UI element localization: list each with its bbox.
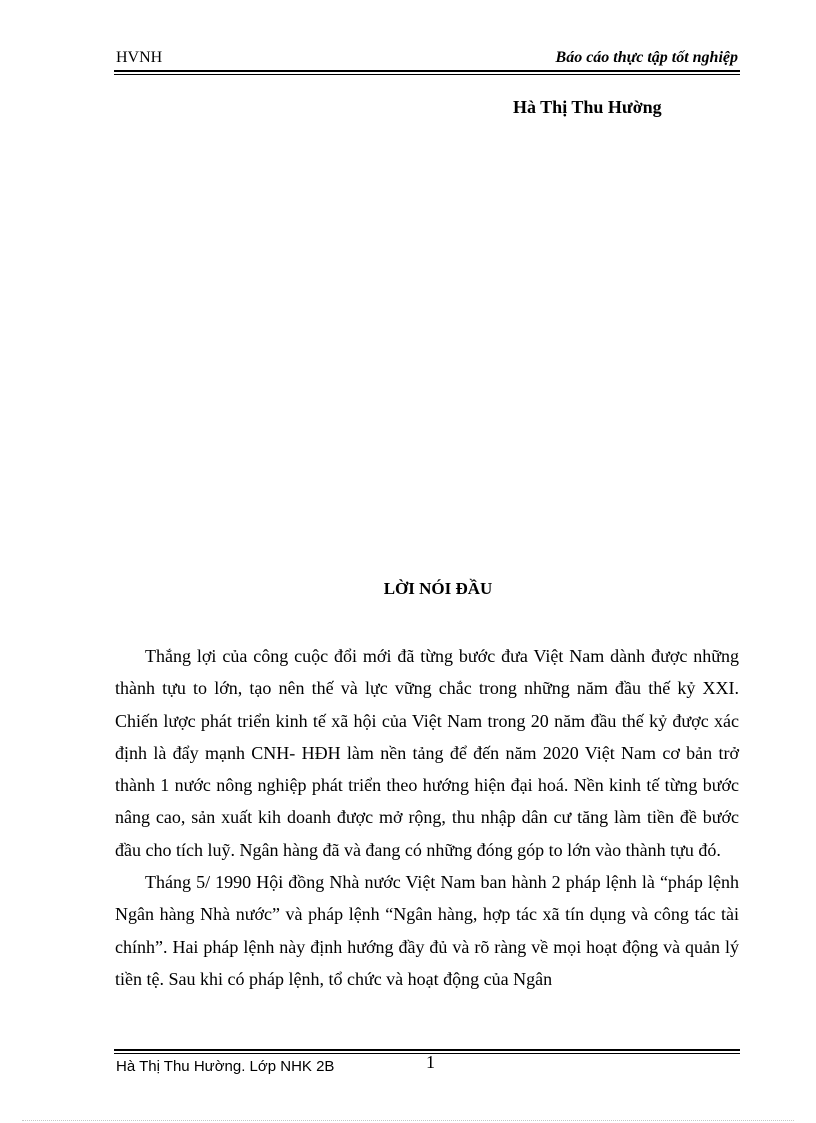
header-right-text: Báo cáo thực tập tốt nghiệp bbox=[555, 49, 738, 66]
paragraph: Thắng lợi của công cuộc đổi mới đã từng bước đưa Việt Nam dành được những thành tựu to lớn, tạo nên thế và lực vững chắc trong những năm đầu thế kỷ XXI. Chiến lược phát triển kinh tế xã hội của Việt Nam trong 20 năm đầu thế kỷ được xác định là đẩy mạnh CNH- HĐH làm nền tảng để đến năm 2020 Việt Nam cơ bản trở thành 1 nước nông nghiệp phát triển theo hướng hiện đại hoá. Nền kinh tế từng bước nâng cao, sản xuất kih doanh được mở rộng, thu nhập dân cư tăng làm tiền đề bước đầu cho tích luỹ. Ngân hàng đã và đang có những đóng góp to lớn vào thành tựu đó. bbox=[115, 646, 739, 860]
footer-left-text: Hà Thị Thu Hường. Lớp NHK 2B bbox=[116, 1058, 335, 1075]
body-text bbox=[115, 640, 739, 995]
page-bottom-dotted-line bbox=[22, 1120, 794, 1121]
author-name: Hà Thị Thu Hường bbox=[513, 97, 662, 117]
paragraph: Tháng 5/ 1990 Hội đồng Nhà nước Việt Nam ban hành 2 pháp lệnh là “pháp lệnh Ngân hàng Nhà nước” và pháp lệnh “Ngân hàng, hợp tác xã tín dụng và công tác tài chính”. Hai pháp lệnh này định hướng đầy đủ và rõ ràng về mọi hoạt động và quản lý tiền tệ. Sau khi có pháp lệnh, tổ chức và hoạt động của Ngân bbox=[115, 872, 739, 989]
section-title: LỜI NÓI ĐẦU bbox=[383, 579, 493, 598]
header-divider bbox=[114, 70, 740, 75]
header-left-text: HVNH bbox=[116, 49, 163, 66]
page-number: 1 bbox=[426, 1052, 435, 1072]
